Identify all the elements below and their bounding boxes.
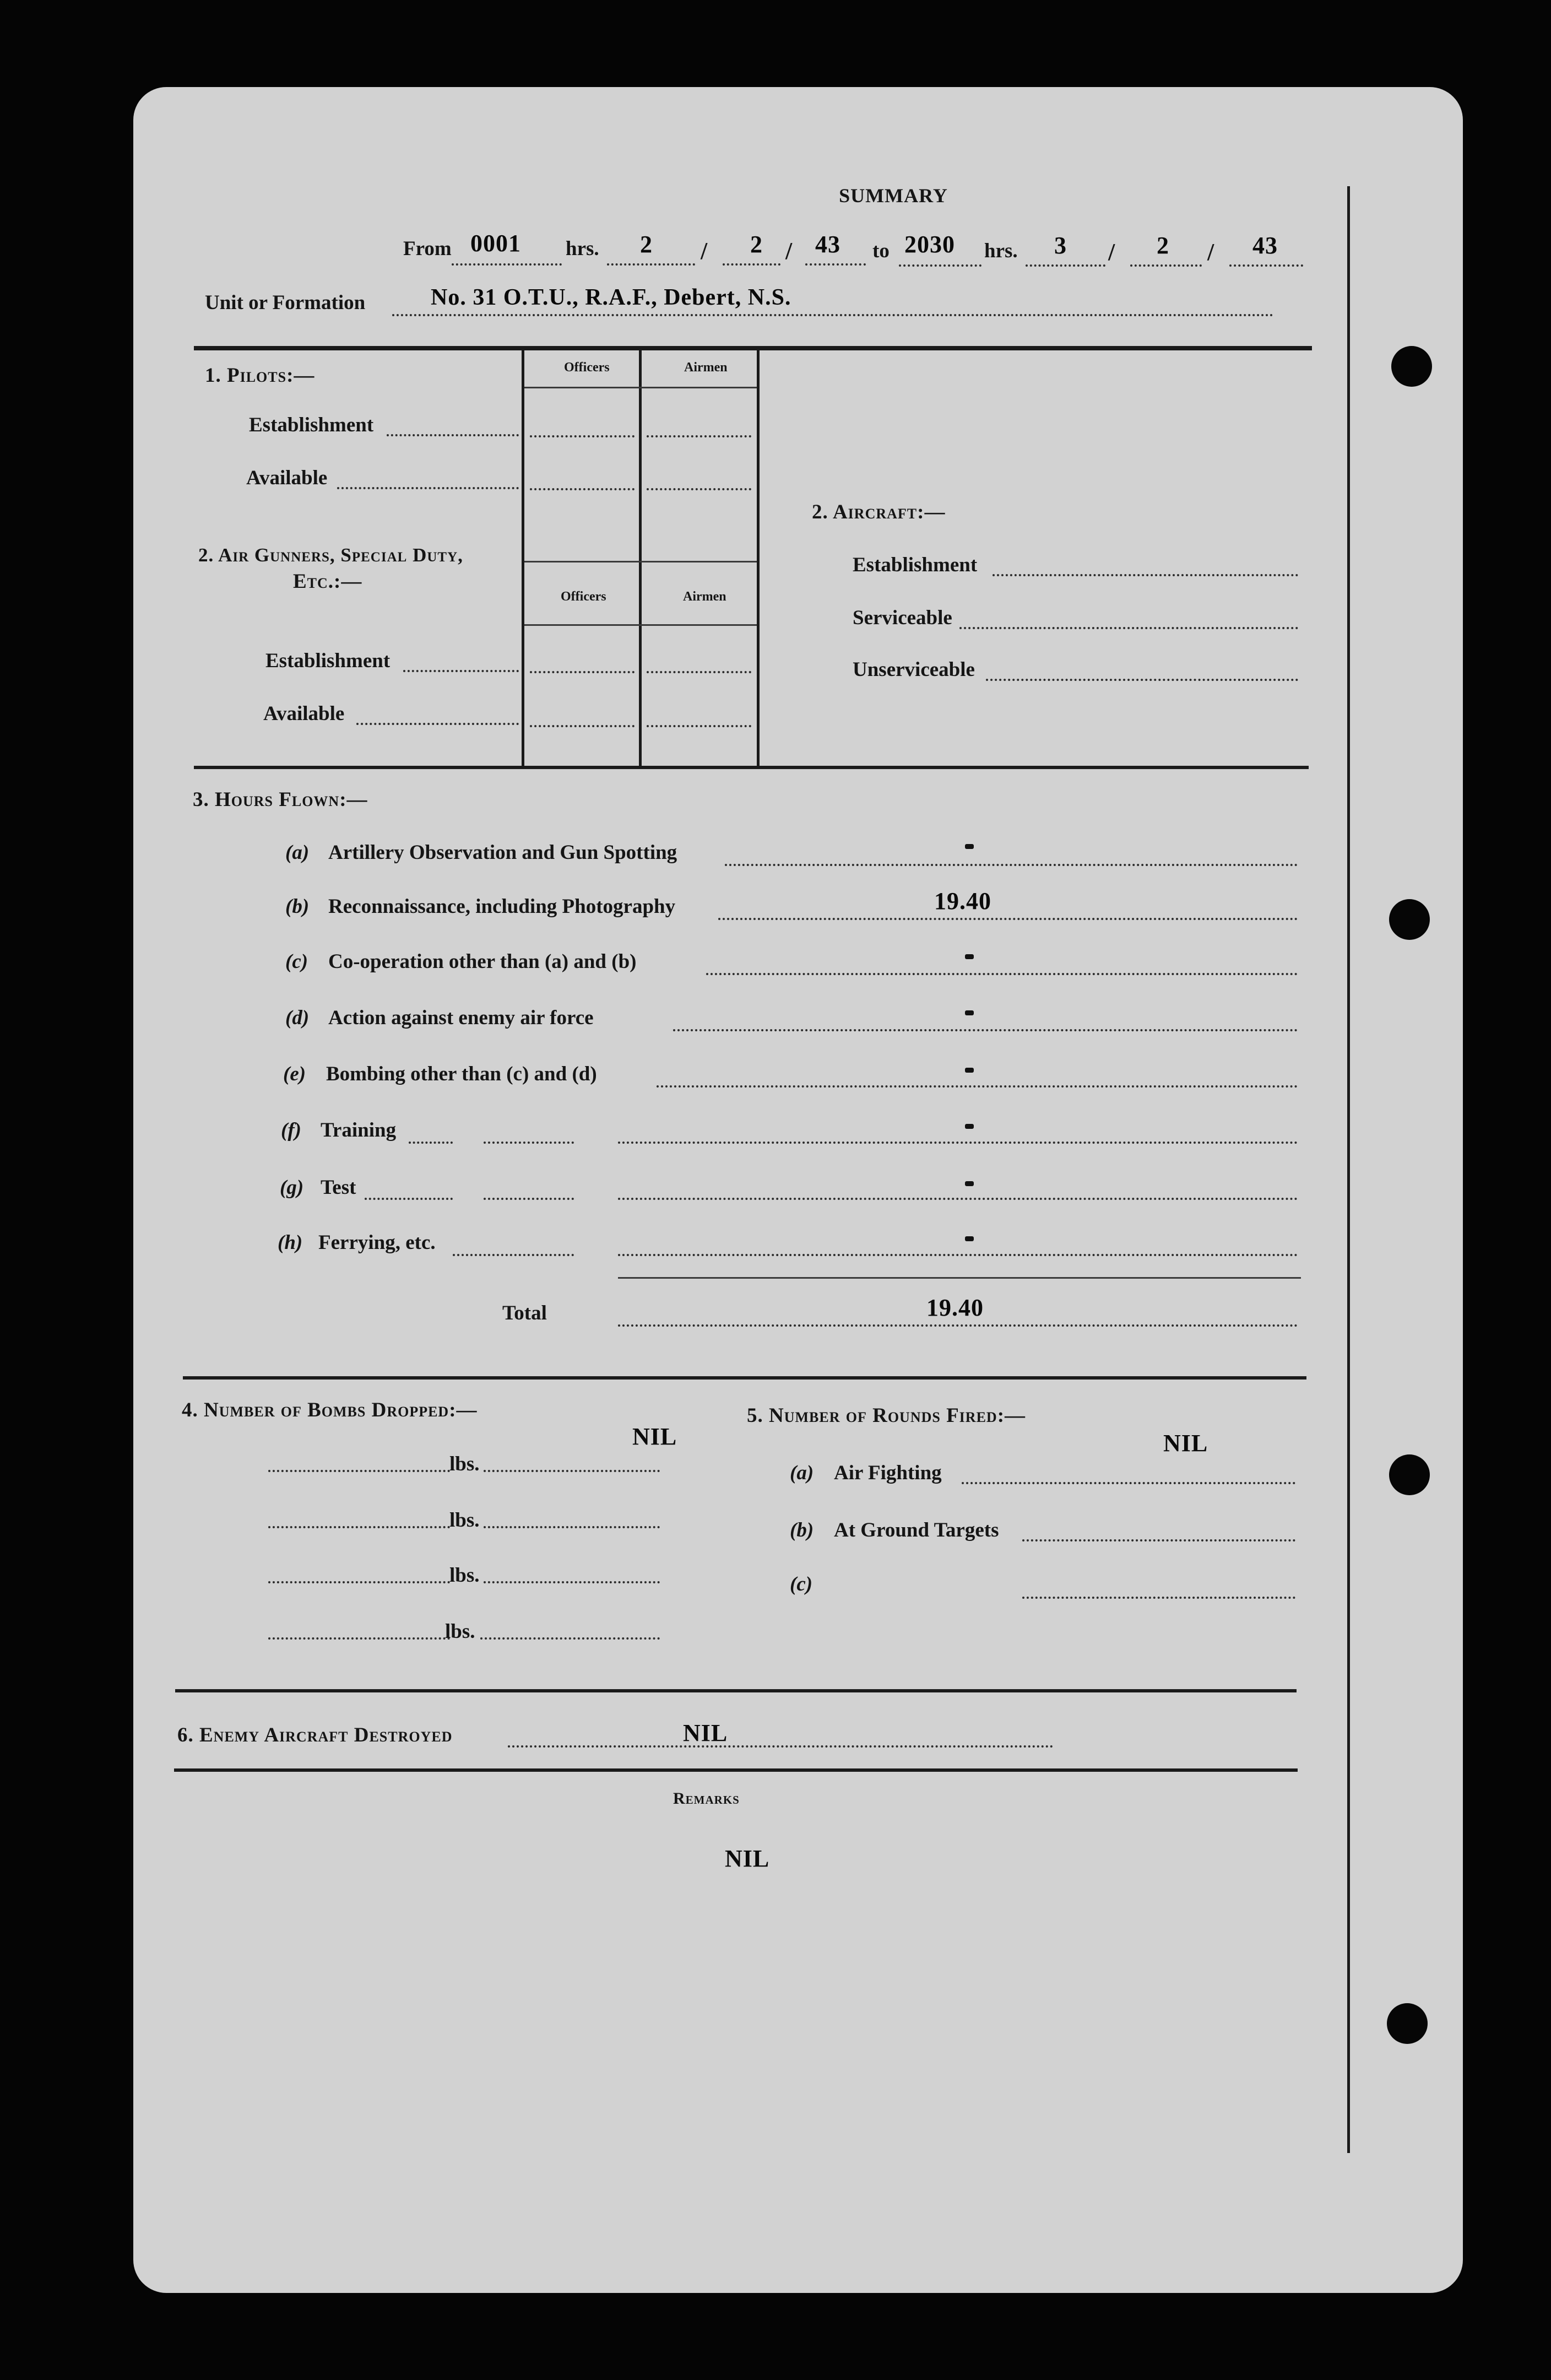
enemy-aircraft-label: 6. Enemy Aircraft Destroyed <box>177 1724 453 1746</box>
binder-hole-icon <box>1389 1454 1430 1495</box>
item-value-dash <box>965 1181 974 1186</box>
total-label: Total <box>502 1302 547 1324</box>
to-year: 43 <box>1252 232 1278 259</box>
item-letter: (a) <box>285 841 310 864</box>
hours-flown-heading: 3. Hours Flown:— <box>193 788 368 811</box>
item-letter: (c) <box>285 950 308 973</box>
rounds-heading: 5. Number of Rounds Fired:— <box>747 1404 1026 1427</box>
remarks-value: NIL <box>725 1845 770 1872</box>
item-letter: (f) <box>281 1119 301 1142</box>
air-gunners-heading: 2. Air Gunners, Special Duty, <box>198 544 463 566</box>
item-label: Reconnaissance, including Photography <box>328 895 676 918</box>
item-letter: (a) <box>790 1462 814 1484</box>
section-rule <box>183 1376 1306 1380</box>
enemy-aircraft-value: NIL <box>683 1719 728 1746</box>
item-label: Action against enemy air force <box>328 1007 594 1029</box>
rounds-value: NIL <box>1163 1430 1208 1457</box>
remarks-heading: Remarks <box>673 1789 740 1808</box>
total-value: 19.40 <box>926 1294 984 1321</box>
section-rule <box>194 766 1309 769</box>
period-separator: / <box>785 237 793 264</box>
right-border-line <box>1347 186 1350 2153</box>
item-value-dash <box>965 1068 974 1073</box>
to-month: 2 <box>1157 232 1169 259</box>
bombs-unit: lbs. <box>445 1620 475 1643</box>
to-time: 2030 <box>904 231 955 258</box>
aircraft-serviceable-label: Serviceable <box>853 607 952 629</box>
pilots-establishment-label: Establishment <box>249 414 374 436</box>
item-letter: (g) <box>280 1176 304 1199</box>
item-value-dash <box>965 1124 974 1129</box>
item-letter: (c) <box>790 1573 813 1595</box>
aircraft-heading: 2. Aircraft:— <box>812 501 946 523</box>
item-value-dash <box>965 1010 974 1015</box>
item-value-dash <box>965 1236 974 1241</box>
from-time: 0001 <box>470 230 521 257</box>
bombs-heading: 4. Number of Bombs Dropped:— <box>182 1399 478 1421</box>
section-rule <box>174 1768 1298 1772</box>
item-letter: (b) <box>285 895 310 918</box>
to-day: 3 <box>1054 232 1067 259</box>
item-label: Artillery Observation and Gun Spotting <box>328 841 677 864</box>
unit-value: No. 31 O.T.U., R.A.F., Debert, N.S. <box>431 285 791 310</box>
from-month: 2 <box>750 231 763 258</box>
item-label: Co-operation other than (a) and (b) <box>328 950 637 973</box>
hrs-label: hrs. <box>984 240 1018 262</box>
hrs-label: hrs. <box>566 237 599 260</box>
pilots-heading: 1. Pilots:— <box>205 364 315 387</box>
period-separator: / <box>701 237 708 264</box>
gunners-establishment-label: Establishment <box>265 650 391 672</box>
pilots-available-label: Available <box>246 467 328 489</box>
pilots-airmen-header: Airmen <box>684 360 728 375</box>
from-label: From <box>403 237 452 260</box>
from-day: 2 <box>640 231 653 258</box>
from-year: 43 <box>815 231 840 258</box>
bombs-unit: lbs. <box>449 1453 480 1475</box>
binder-hole-icon <box>1391 346 1432 387</box>
item-value: 19.40 <box>934 888 991 915</box>
header-rule <box>194 346 1312 350</box>
item-label: Training <box>321 1119 397 1142</box>
unit-label: Unit or Formation <box>205 291 366 314</box>
period-separator: / <box>1207 239 1214 266</box>
item-label: Test <box>321 1176 356 1199</box>
gunners-officers-header: Officers <box>561 589 606 604</box>
pilots-officers-header: Officers <box>564 360 610 375</box>
section-rule <box>175 1689 1297 1692</box>
page-title: SUMMARY <box>839 185 948 207</box>
gunners-available-label: Available <box>263 702 345 725</box>
to-label: to <box>872 240 890 262</box>
item-label: Air Fighting <box>834 1462 942 1484</box>
period-separator: / <box>1108 239 1115 266</box>
summary-form-page <box>133 87 1463 2293</box>
aircraft-unserviceable-label: Unserviceable <box>853 658 975 681</box>
bombs-value: NIL <box>632 1423 677 1450</box>
gunners-airmen-header: Airmen <box>683 589 726 604</box>
aircraft-establishment-label: Establishment <box>853 554 978 576</box>
item-value-dash <box>965 954 974 959</box>
item-letter: (b) <box>790 1519 814 1541</box>
bombs-unit: lbs. <box>449 1509 480 1532</box>
total-rule <box>618 1277 1301 1279</box>
item-letter: (d) <box>285 1007 310 1029</box>
item-value-dash <box>965 844 974 849</box>
item-label: Bombing other than (c) and (d) <box>326 1063 597 1085</box>
binder-hole-icon <box>1387 2003 1428 2044</box>
binder-hole-icon <box>1389 899 1430 940</box>
air-gunners-heading-etc: Etc.:— <box>293 570 362 593</box>
item-letter: (e) <box>283 1063 306 1085</box>
item-label: Ferrying, etc. <box>318 1231 436 1254</box>
item-label: At Ground Targets <box>834 1519 999 1541</box>
item-letter: (h) <box>278 1231 303 1254</box>
bombs-unit: lbs. <box>449 1564 480 1587</box>
